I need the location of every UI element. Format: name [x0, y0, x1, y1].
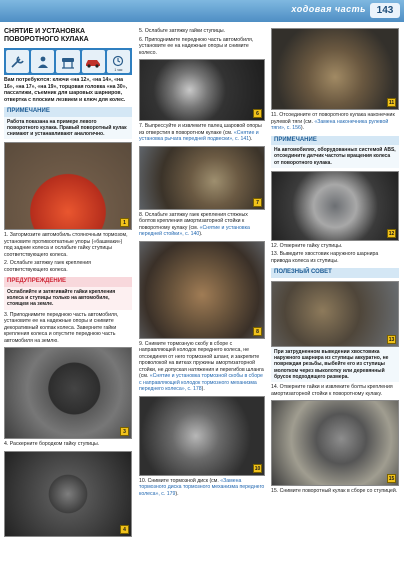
photo-4: [4, 451, 132, 537]
photo-12: [271, 171, 399, 241]
column-middle: [139, 28, 265, 497]
tip-text: При затрудненном выведении хвостовика наружного шарнира из ступицы аккуратно, не повреждая резьбы, выбейте его из ступицы молотком через выколотку или деревянный брусок подходящего размера.: [271, 347, 399, 382]
step-marker: 7: [253, 198, 262, 207]
step-marker: 4: [120, 525, 129, 534]
note-header: ПРИМЕЧАНИЕ: [271, 136, 399, 146]
photo-3: [4, 347, 132, 439]
warning-text: Ослабляйте и затягивайте гайки крепления колеса и ступицы только на автомобиле, стоящем на земле.: [4, 287, 132, 310]
column-left: [4, 28, 132, 537]
step-marker: 3: [120, 427, 129, 436]
ref-link[interactable]: «Снятие и установка тормозной скобы в сборе с направляющей колодок тормозного механизма переднего колеса», с. 178: [139, 373, 263, 392]
ref-link[interactable]: «Снятие и установка рычага передней подвески», с. 141: [139, 129, 259, 142]
time-icon: [110, 55, 126, 69]
step-marker: 15: [388, 476, 395, 482]
step-1: 1. Затормозите автомобиль стояночным тормозом, установите противооткатные упоры («башмаки») под задние колеса и ослабьте гайку ступицы соответствующего колеса.: [4, 232, 128, 258]
tools-strip: [4, 48, 132, 75]
photo-10: [139, 396, 265, 476]
tool-tile: [107, 50, 130, 73]
time-label: 1 час: [114, 67, 123, 72]
tool-tile: [6, 50, 29, 73]
photo-1: [4, 142, 132, 230]
step-13: 13. Выведите хвостовик наружного шарнира привода колеса из ступицы.: [271, 251, 379, 264]
mechanic-icon: [35, 55, 51, 69]
step-marker: 12: [388, 230, 395, 237]
photo-11: [271, 28, 399, 110]
photo-15: [271, 400, 399, 486]
step-6: 6. Приподнимите переднюю часть автомобиля, установите ее на надежные опоры и снимите колесо.: [139, 36, 254, 56]
photo-8: [139, 241, 265, 339]
step-10: 10. Снимите тормозной диск (см. «Замена тормозного диска тормозного механизма переднего колеса», с. 179).: [139, 477, 265, 497]
warning-header: ПРЕДУПРЕЖДЕНИЕ: [4, 277, 132, 287]
wrench-icon: [10, 55, 26, 69]
tool-tile: [31, 50, 54, 73]
car-icon: [85, 55, 101, 69]
step-marker: 6: [253, 109, 262, 118]
step-marker: 13: [388, 336, 395, 343]
step-7: 7. Выпрессуйте и извлеките палец шаровой опоры из отверстия в поворотном кулаке (см. «Снятие и установка рычага передней подвески», с. 141).: [139, 123, 262, 142]
step-12: 12. Отверните гайку ступицы.: [271, 242, 343, 249]
step-marker: 10: [254, 465, 261, 472]
ref-link[interactable]: «Замена наконечника рулевой тяги», с. 156: [271, 118, 389, 131]
note-text: Работа показана на примере левого поворотного кулака. Правый поворотный кулак снимают и устанавливают аналогично.: [4, 117, 132, 140]
ref-link[interactable]: «Снятие и установка передней стойки», с. 140: [139, 224, 250, 237]
note-text: На автомобилях, оборудованных системой ABS, отсоедините датчик частоты вращения колеса от поворотного кулака.: [271, 145, 399, 168]
step-14: 14. Отверните гайки и извлеките болты крепления амортизаторной стойки к поворотному кулаку.: [271, 384, 393, 397]
page-header: [0, 0, 404, 22]
tools-needed: Вам потребуются: ключи «на 12», «на 14», «на 16», «на 17», «на 19», торцовая головка «на 30», пассатижи, съемник для шаровых шарниров, отвертка с плоским лезвием и ключ для колес.: [4, 77, 128, 103]
photo-6: [139, 59, 265, 121]
photo-13: [271, 281, 399, 347]
section-title: ходовая часть: [291, 4, 366, 14]
step-4: 4. Раскерните бородком гайку ступицы.: [4, 441, 100, 448]
step-3: 3. Приподнимите переднюю часть автомобиля, установите ее на надежные опоры и снимите декоративный колпак колеса. Заверните гайки крепления колеса и опустите переднюю часть автомобиля на землю.: [4, 311, 119, 344]
photo-7: [139, 146, 265, 210]
step-2: 2. Ослабьте затяжку гаек крепления соответствующего колеса.: [4, 260, 91, 273]
step-9: 9. Снимите тормозную скобу в сборе с направляющей колодок переднего колеса, не отсоединяя от него тормозной шланг, и закрепите проволокой на витках пружины амортизаторной стойки, не допуская натяжения и перегибов шланга (см. «Снятие и установка тормозной скобы в сборе с направляющей колодок тормозного механизма переднего колеса», с. 178).: [139, 340, 264, 392]
step-8: 8. Ослабьте затяжку гаек крепления стяжных болтов крепления амортизаторной стойки к поворотному кулаку (см. «Снятие и установка передней стойки», с. 140).: [139, 211, 250, 237]
tool-tile: [82, 50, 105, 73]
step-15: 15. Снимите поворотный кулак в сборе со ступицей.: [271, 488, 398, 494]
article-title: СНЯТИЕ И УСТАНОВКА ПОВОРОТНОГО КУЛАКА: [4, 28, 89, 44]
step-11: 11. Отсоедините от поворотного кулака наконечник рулевой тяги (см. «Замена наконечника рулевой тяги», с. 156).: [271, 112, 395, 131]
step-5: 5. Ослабьте затяжку гайки ступицы.: [139, 28, 226, 34]
step-marker: 1: [120, 218, 129, 227]
step-marker: 11: [388, 100, 395, 106]
tip-header: ПОЛЕЗНЫЙ СОВЕТ: [271, 268, 399, 278]
ref-link[interactable]: «Замена тормозного диска тормозного механизма переднего колеса», с. 179: [139, 477, 265, 497]
page-number: 143: [370, 3, 400, 18]
tool-tile: [56, 50, 79, 73]
column-right: [271, 28, 399, 495]
note-header: ПРИМЕЧАНИЕ: [4, 107, 132, 117]
step-marker: 8: [253, 327, 262, 336]
lift-icon: [60, 55, 76, 69]
